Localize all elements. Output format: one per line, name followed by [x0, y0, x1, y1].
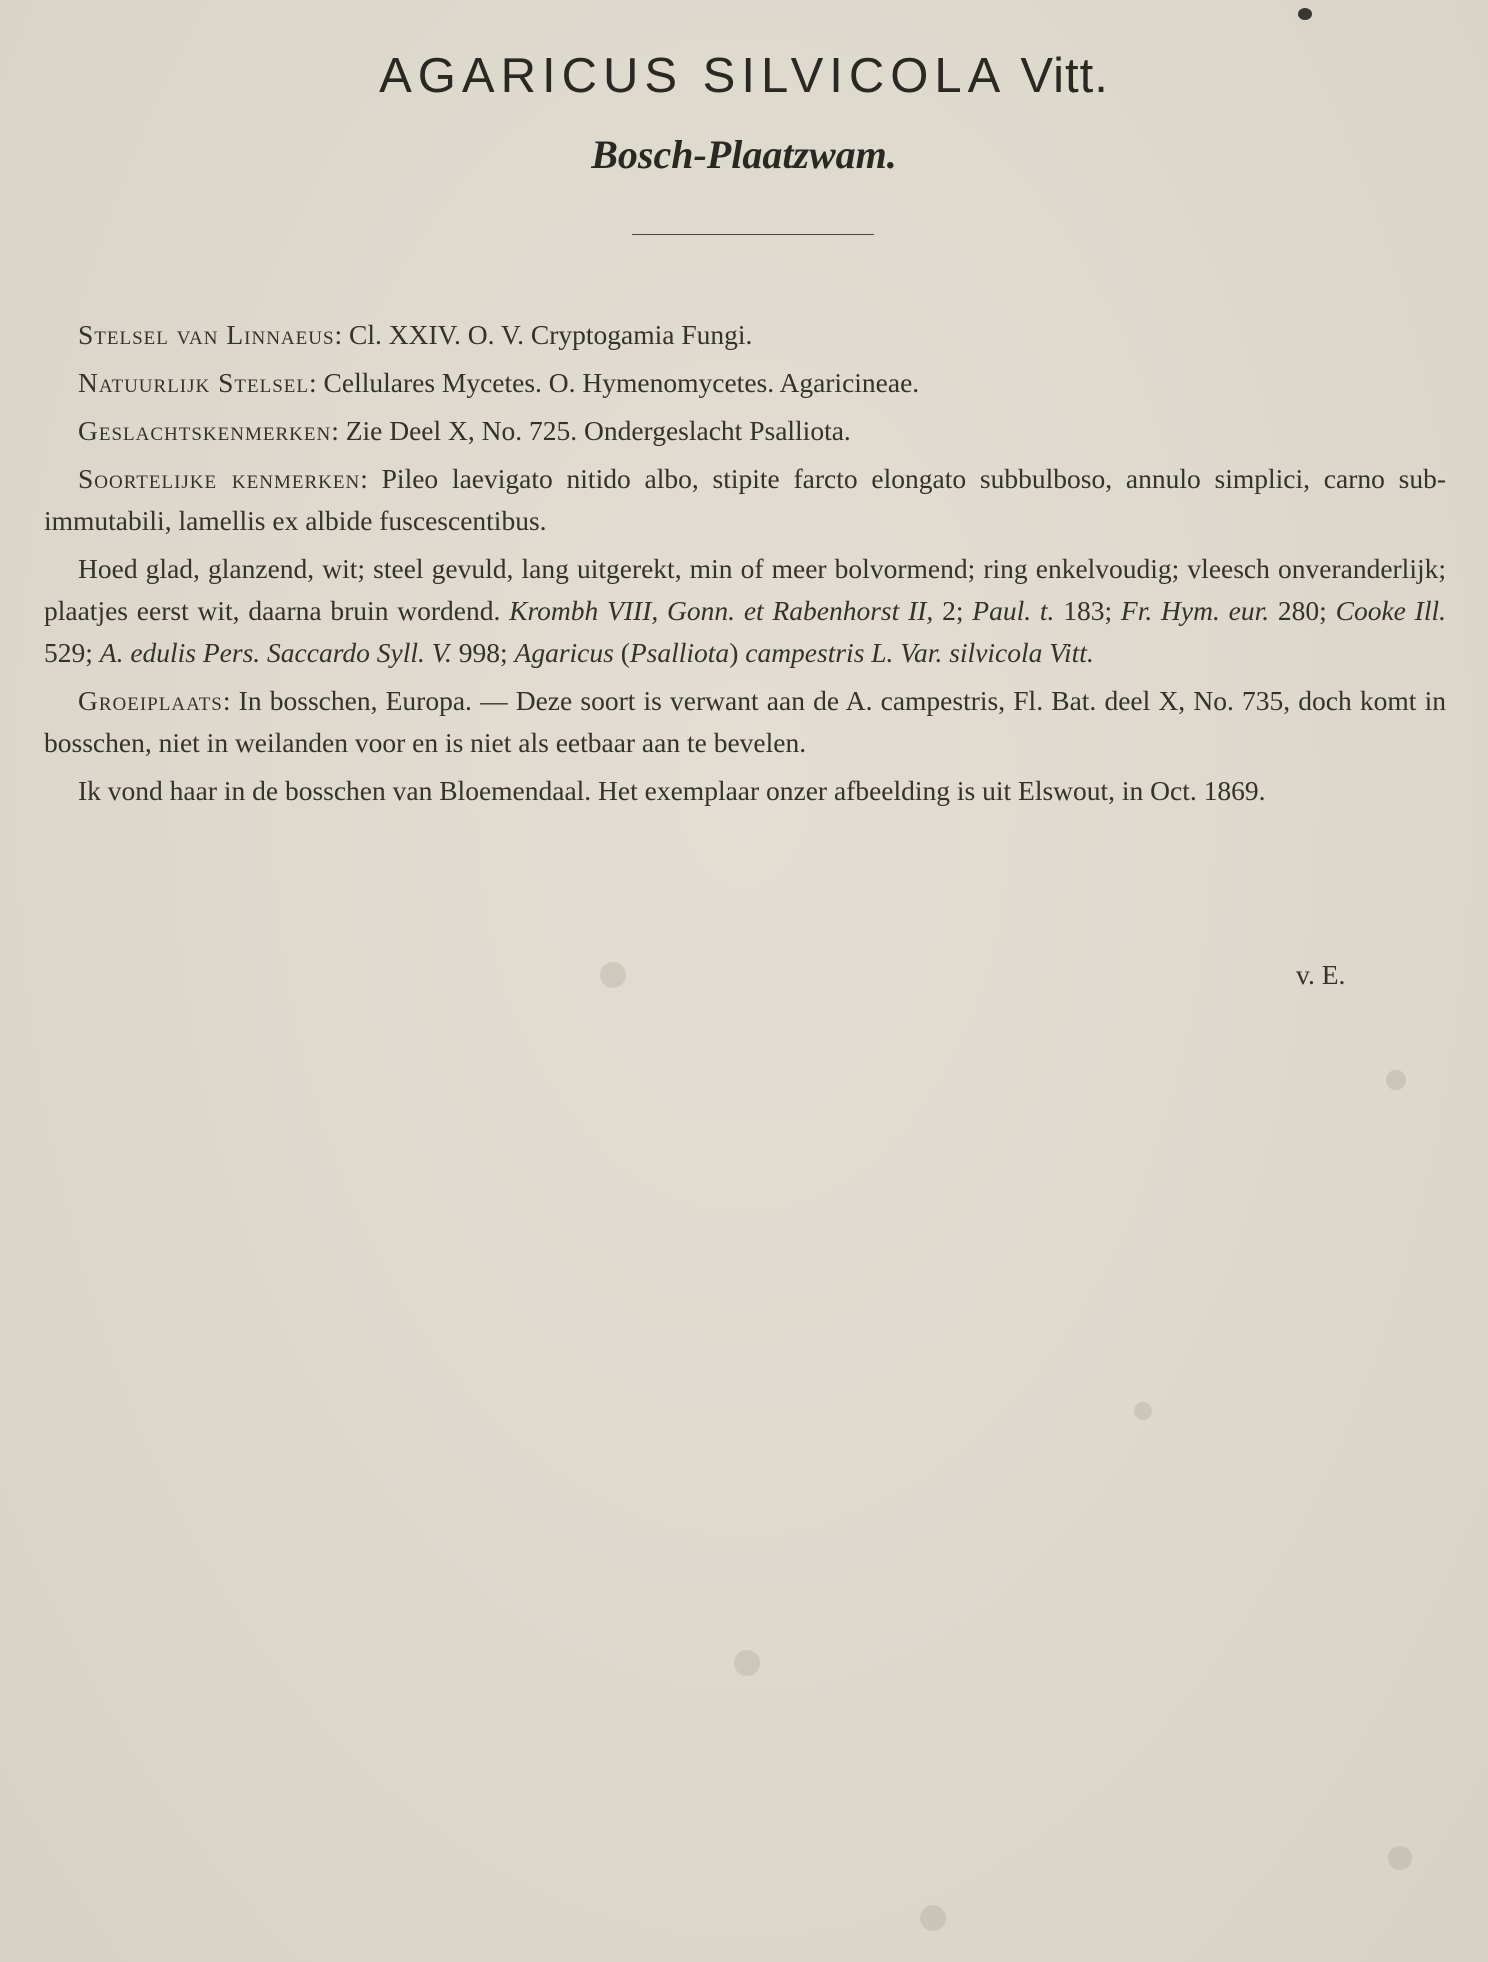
text-run: )	[729, 637, 746, 668]
paragraph-text: Ik vond haar in de bosschen van Bloemendaal. Het exemplaar onzer afbeelding is uit Elswout, in Oct. 1869.	[78, 775, 1266, 806]
citation-run: Agaricus	[514, 637, 614, 668]
text-run: 183;	[1054, 595, 1121, 626]
paragraph-natural-system	[44, 362, 1446, 404]
text-run: Hoed glad, glanzend, wit; steel gevuld, lang uitgerekt, min of meer bolvormend; ring enkelvoudig; vleesch onveranderlijk; plaatjes eerst wit, daarna bruin wordend.	[44, 553, 1446, 626]
paper-spot	[600, 962, 626, 988]
paragraph-label: Stelsel van Linnaeus	[78, 319, 335, 350]
paragraph-finding	[44, 770, 1446, 812]
page-title	[0, 46, 1488, 106]
citation-run: Psalliota	[629, 637, 730, 668]
paragraph-genus-characters	[44, 410, 1446, 452]
paragraph-label: Geslachtskenmerken	[78, 415, 332, 446]
page-subtitle: Bosch-Plaatzwam.	[591, 132, 897, 177]
paper-spot	[1388, 1846, 1412, 1870]
text-run: 529;	[44, 637, 100, 668]
text-run: 998;	[451, 637, 515, 668]
paragraph-habitat	[44, 680, 1446, 764]
paragraph-text: : Zie Deel X, No. 725. Ondergeslacht Psalliota.	[331, 415, 851, 446]
paragraph-text: : Pileo laevigato nitido albo, stipite farcto elongato subbulboso, annulo simplici, carno sub-immutabili, lamellis ex albide fuscescentibus.	[44, 463, 1447, 536]
paper-spot	[734, 1650, 760, 1676]
citation-run: A. edulis Pers. Saccardo Syll. V.	[99, 637, 452, 668]
paragraph-label: Groeiplaats	[78, 685, 223, 716]
text-run: 2;	[933, 595, 973, 626]
paragraph-linnaeus	[44, 314, 1446, 356]
author-signature: v. E.	[1296, 959, 1346, 990]
title-divider	[632, 234, 874, 235]
citation-run: Cooke Ill.	[1335, 595, 1446, 626]
paragraph-label: Natuurlijk Stelsel	[78, 367, 310, 398]
paragraph-species-characters	[44, 458, 1446, 542]
paragraph-text: : In bosschen, Europa. — Deze soort is verwant aan de A. campestris, Fl. Bat. deel X, No. 735, doch komt in bosschen, niet in weilanden voor en is niet als eetbaar aan te bevelen.	[44, 685, 1446, 758]
citation-run: Paul. t.	[972, 595, 1055, 626]
paper-spot	[1134, 1402, 1152, 1420]
text-run: 280;	[1269, 595, 1336, 626]
text-run: (	[613, 637, 630, 668]
citation-run: Fr. Hym. eur.	[1120, 595, 1270, 626]
paper-spot	[920, 1905, 946, 1931]
title-species: AGARICUS SILVICOLA	[379, 49, 1007, 103]
paper-spot	[1386, 1070, 1406, 1090]
paragraph-description	[44, 548, 1446, 674]
paragraph-text: : Cl. XXIV. O. V. Cryptogamia Fungi.	[334, 319, 753, 350]
description-body	[44, 314, 1446, 818]
citation-run: Krombh VIII, Gonn. et Rabenhorst II,	[509, 595, 934, 626]
paragraph-label: Soortelijke kenmerken	[78, 463, 361, 494]
title-author: Vitt.	[1020, 49, 1109, 103]
citation-run: campestris L. Var. silvicola Vitt.	[745, 637, 1094, 668]
ink-speck	[1298, 8, 1312, 20]
paragraph-text: : Cellulares Mycetes. O. Hymenomycetes. Agaricineae.	[309, 367, 920, 398]
